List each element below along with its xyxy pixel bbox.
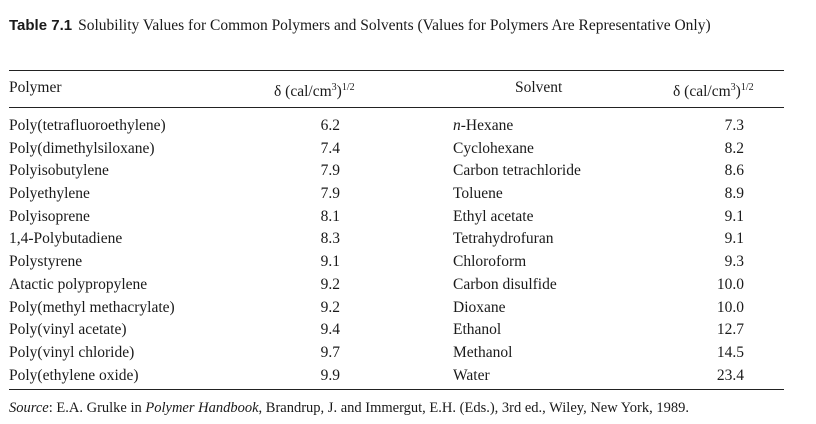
solvent-delta-value: 10.0: [716, 298, 744, 316]
solvent-name: Dioxane: [453, 298, 506, 316]
solvent-name: Water: [453, 366, 490, 384]
solvent-delta-value: 9.3: [724, 253, 744, 271]
polymer-name: 1,4-Polybutadiene: [9, 230, 123, 248]
polymer-delta-value: 8.1: [320, 207, 340, 225]
table-row: [0, 183, 816, 206]
table-row: [0, 342, 816, 365]
solvent-delta-value: 23.4: [716, 366, 744, 384]
polymer-name: Poly(vinyl chloride): [9, 343, 135, 361]
table-source-note: Source: E.A. Grulke in Polymer Handbook, Brandrup, J. and Immergut, E.H. (Eds.), 3rd ed., Wiley, New York, 1989.: [9, 400, 690, 416]
polymer-delta-value: 7.9: [320, 162, 340, 180]
polymer-delta-value: 7.9: [320, 185, 340, 203]
solvent-delta-value: 8.2: [724, 139, 744, 157]
solvent-delta-value: 9.1: [724, 207, 744, 225]
polymer-name: Polyisoprene: [9, 207, 90, 225]
solvent-delta-value: 14.5: [716, 343, 744, 361]
polymer-name: Polyisobutylene: [9, 162, 109, 180]
polymer-name: Polystyrene: [9, 253, 83, 271]
solvent-delta-value: 8.9: [724, 185, 744, 203]
polymer-name: Polyethylene: [9, 185, 90, 203]
solvent-delta-value: 10.0: [716, 275, 744, 293]
header-polymer: Polymer: [9, 79, 62, 96]
table-row: [0, 365, 816, 388]
header-solvent-delta: δ $(cal/cm^3)^{1/2}$: [673, 82, 754, 101]
solvent-delta-value: 9.1: [724, 230, 744, 248]
table-row: [0, 160, 816, 183]
solvent-name: n-Hexane: [453, 117, 514, 134]
table-row: [0, 138, 816, 161]
table-row: [0, 319, 816, 342]
polymer-delta-value: 6.2: [320, 117, 340, 134]
table-row: [0, 115, 816, 138]
solvent-delta-value: 8.6: [724, 162, 744, 180]
solvent-name: Tetrahydrofuran: [453, 230, 554, 248]
polymer-delta-value: 9.7: [320, 343, 340, 361]
polymer-delta-value: 9.2: [320, 275, 340, 293]
polymer-name: Poly(methyl methacrylate): [9, 298, 175, 316]
solvent-delta-value: 12.7: [716, 321, 744, 339]
polymer-delta-value: 8.3: [320, 230, 340, 248]
solvent-name: Chloroform: [453, 253, 527, 271]
table-row: [0, 274, 816, 297]
polymer-delta-value: 9.2: [320, 298, 340, 316]
table-row: [0, 206, 816, 229]
table-label: Table 7.1: [9, 17, 73, 34]
table-body: [0, 115, 816, 387]
table-caption: [9, 15, 799, 36]
solvent-name: Ethanol: [453, 321, 502, 339]
solvent-name: Toluene: [453, 185, 503, 203]
solvent-delta-value: 7.3: [724, 117, 744, 134]
table-row: [0, 251, 816, 274]
polymer-name: Poly(dimethylsiloxane): [9, 139, 155, 157]
header-solvent: Solvent: [515, 79, 563, 96]
polymer-name: Atactic polypropylene: [9, 275, 148, 293]
table-title: Solubility Values for Common Polymers and Solvents (Values for Polymers Are Representative Only): [78, 17, 711, 34]
polymer-delta-value: 9.4: [320, 321, 340, 339]
solvent-name: Ethyl acetate: [453, 207, 534, 225]
polymer-name: Poly(vinyl acetate): [9, 321, 127, 339]
top-rule: [9, 70, 784, 71]
solvent-name: Carbon disulfide: [453, 275, 557, 293]
header-rule: [9, 107, 784, 108]
polymer-delta-value: 9.1: [320, 253, 340, 271]
polymer-delta-value: 9.9: [320, 366, 340, 384]
polymer-name: Poly(ethylene oxide): [9, 366, 139, 384]
bottom-rule: [9, 389, 784, 390]
polymer-name: Poly(tetrafluoroethylene): [9, 117, 166, 134]
table-row: [0, 297, 816, 320]
header-polymer-delta: δ $(cal/cm^3)^{1/2}$: [274, 82, 355, 101]
polymer-delta-value: 7.4: [320, 139, 340, 157]
table-row: [0, 228, 816, 251]
solvent-name: Carbon tetrachloride: [453, 162, 581, 180]
solvent-name: Cyclohexane: [453, 139, 534, 157]
solvent-name: Methanol: [453, 343, 513, 361]
